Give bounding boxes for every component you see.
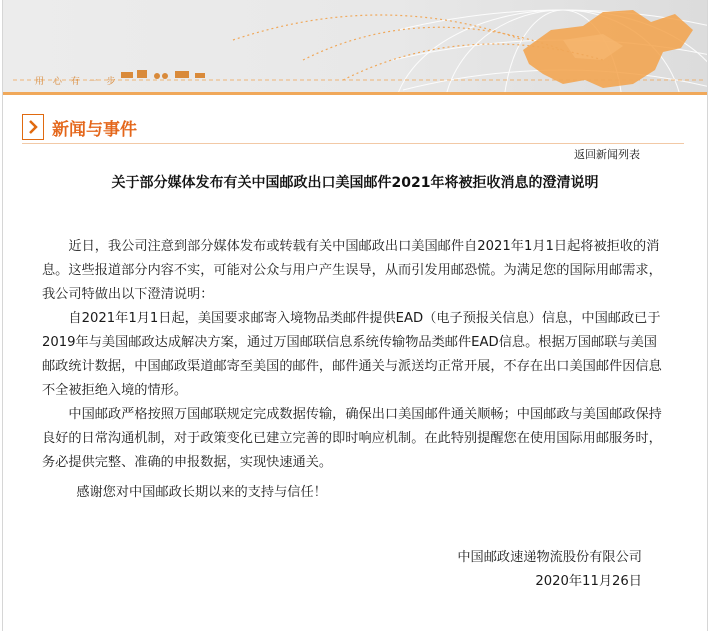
section-title: 新闻与事件 — [52, 119, 137, 140]
article-thanks: 感谢您对中国邮政长期以来的支持与信任！ — [76, 485, 327, 500]
article-body — [42, 235, 664, 505]
banner-divider — [3, 92, 707, 95]
article-paragraph: 中国邮政严格按照万国邮联规定完成数据传输，确保出口美国邮件通关顺畅；中国邮政与美国邮政保持良好的日常沟通机制，对于政策变化已建立完善的即时响应机制。在此特别提醒您在使用国际用邮服务时，务必提供完整、准确的申报数据，实现快速通关。 — [42, 407, 662, 470]
chevron-right-icon — [22, 114, 44, 140]
section-header — [22, 112, 137, 142]
signature-organization: 中国邮政速递物流股份有限公司 — [457, 550, 642, 565]
article-signature — [457, 546, 642, 594]
header-banner — [3, 0, 707, 92]
back-to-news-list-link[interactable]: 返回新闻列表 — [574, 148, 640, 161]
article-title: 关于部分媒体发布有关中国邮政出口美国邮件2021年将被拒收消息的澄清说明 — [111, 175, 599, 191]
banner-motto: 用 心 有 一 步 — [35, 77, 119, 87]
section-divider — [22, 143, 684, 144]
article-paragraph: 近日，我公司注意到部分媒体发布或转载有关中国邮政出口美国邮件自2021年1月1日起将被拒收的消息。这些报道部分内容不实，可能对公众与用户产生误导，从而引发用邮恐慌。为满足您的国际用邮需求，我公司特做出以下澄清说明： — [42, 239, 662, 302]
article-paragraph: 自2021年1月1日起，美国要求邮寄入境物品类邮件提供EAD（电子预报关信息）信息，中国邮政已于2019年与美国邮政达成解决方案，通过万国邮联信息系统传输物品类邮件EAD信息。根据万国邮联与美国邮政统计数据，中国邮政渠道邮寄至美国的邮件，邮件通关与派送均正常开展，不存在出口美国邮件因信息不全被拒绝入境的情形。 — [42, 311, 662, 398]
signature-date: 2020年11月26日 — [535, 574, 642, 589]
